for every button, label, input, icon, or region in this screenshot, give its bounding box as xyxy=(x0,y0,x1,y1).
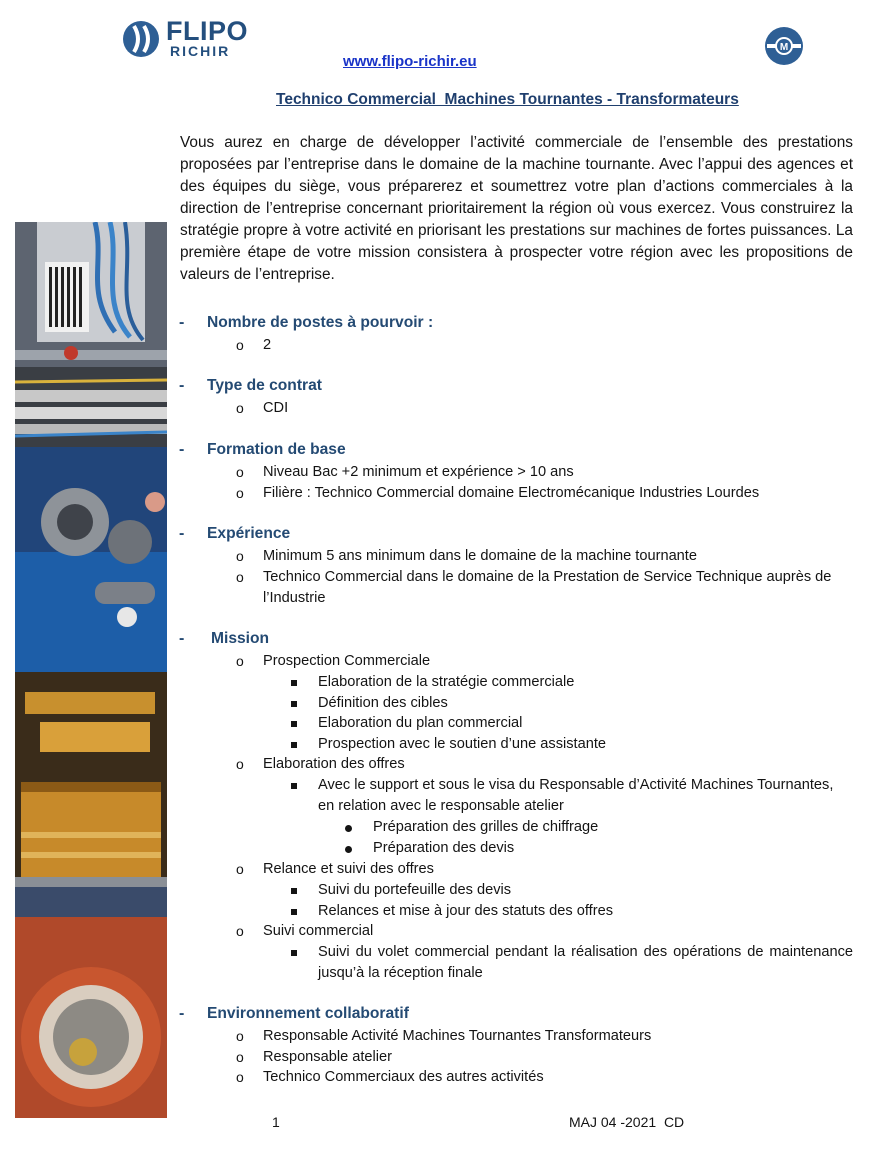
experience-item-continued: l’Industrie xyxy=(263,590,326,606)
section-dash: - xyxy=(179,377,185,394)
mission-sub-item: Relances et mise à jour des statuts des offres xyxy=(318,903,613,919)
section-dash: - xyxy=(179,441,185,458)
flipo-logo-icon xyxy=(122,20,160,58)
mission-sub-item: Elaboration de la stratégie commerciale xyxy=(318,674,575,690)
mission-suivi: Suivi commercial xyxy=(263,923,374,939)
circle-bullet: o xyxy=(236,400,244,416)
revision-note: MAJ 04 -2021 CD xyxy=(569,1114,685,1130)
photo-terminal-blocks xyxy=(15,367,167,447)
circle-bullet: o xyxy=(236,464,244,480)
square-bullet xyxy=(291,783,297,789)
mission-offres-support: Avec le support et sous le visa du Responsable d’Activité Machines Tournantes, xyxy=(318,777,834,793)
photo-stator-winding xyxy=(15,887,167,1118)
square-bullet xyxy=(291,721,297,727)
round-bullet xyxy=(345,846,352,853)
circle-bullet: o xyxy=(236,569,244,585)
mission-sub-item: Suivi du portefeuille des devis xyxy=(318,882,512,898)
square-bullet xyxy=(291,909,297,915)
circle-bullet: o xyxy=(236,337,244,353)
experience-item: Technico Commercial dans le domaine de la Prestation de Service Technique auprès de xyxy=(263,569,832,585)
circle-bullet: o xyxy=(236,1049,244,1065)
postes-value: 2 xyxy=(263,337,272,353)
mission-sub-item: Elaboration du plan commercial xyxy=(318,715,523,731)
formation-item: Niveau Bac +2 minimum et expérience > 10 ans xyxy=(263,464,574,480)
photo-blue-motor xyxy=(15,447,167,672)
square-bullet xyxy=(291,680,297,686)
mission-offres-detail: Préparation des grilles de chiffrage xyxy=(373,819,599,835)
photo-wiring-cabinet xyxy=(15,222,167,367)
contrat-value: CDI xyxy=(263,400,289,416)
heading-contrat: Type de contrat xyxy=(207,377,322,394)
heading-postes: Nombre de postes à pourvoir : xyxy=(207,314,434,331)
mission-offres-support-continued: en relation avec le responsable atelier xyxy=(318,798,564,814)
environnement-item: Responsable atelier xyxy=(263,1049,392,1065)
mission-relance: Relance et suivi des offres xyxy=(263,861,434,877)
mission-sub-item: Définition des cibles xyxy=(318,695,448,711)
photo-copper-coils xyxy=(15,672,167,887)
experience-item: Minimum 5 ans minimum dans le domaine de la machine tournante xyxy=(263,548,697,564)
square-bullet xyxy=(291,888,297,894)
mission-prospection: Prospection Commerciale xyxy=(263,653,431,669)
heading-environnement: Environnement collaboratif xyxy=(207,1005,409,1022)
section-dash: - xyxy=(179,314,185,331)
company-logo xyxy=(122,18,262,60)
circle-bullet: o xyxy=(236,861,244,877)
mission-sub-item: Prospection avec le soutien d’une assistante xyxy=(318,736,606,752)
circle-bullet: o xyxy=(236,1069,244,1085)
logo-text-richir: RICHIR xyxy=(170,43,231,59)
circle-bullet: o xyxy=(236,923,244,939)
photo-strip xyxy=(15,222,167,1118)
section-dash: - xyxy=(179,1005,185,1022)
mission-suivi-item: Suivi du volet commercial pendant la réalisation des opérations de maintenance jusqu’à la réception finale xyxy=(318,944,853,981)
round-bullet xyxy=(345,825,352,832)
heading-experience: Expérience xyxy=(207,525,291,542)
square-bullet xyxy=(291,742,297,748)
circle-bullet: o xyxy=(236,548,244,564)
heading-formation: Formation de base xyxy=(207,441,346,458)
badge-letter: M xyxy=(779,42,789,53)
square-bullet xyxy=(291,701,297,707)
circle-bullet: o xyxy=(236,1028,244,1044)
circle-bullet: o xyxy=(236,653,244,669)
mission-offres-detail: Préparation des devis xyxy=(373,840,515,856)
document-title: Technico Commercial Machines Tournantes - Transformateurs xyxy=(276,91,739,108)
circle-bullet: o xyxy=(236,485,244,501)
circle-bullet: o xyxy=(236,756,244,772)
intro-paragraph: Vous aurez en charge de développer l’activité commerciale de l’ensemble des prestations proposées par l’entreprise dans le domaine de la machine tournante. Avec l’appui des agences et des équipes du siège, vous préparerez et soumettrez votre plan d’actions commerciales à la direction de l’entreprise concernant prioritairement la région où vous exercez. Vous construirez la stratégie propre à votre activité en priorisant les prestations sur machines de fortes puissances. La première étape de votre mission consistera à prospecter votre région avec les propositions de valeurs de l’entreprise. xyxy=(180,134,853,283)
mission-offres: Elaboration des offres xyxy=(263,756,405,772)
formation-item: Filière : Technico Commercial domaine Electromécanique Industries Lourdes xyxy=(263,485,760,501)
website-link[interactable]: www.flipo-richir.eu xyxy=(343,53,477,70)
heading-mission: Mission xyxy=(211,630,270,647)
environnement-item: Responsable Activité Machines Tournantes Transformateurs xyxy=(263,1028,652,1044)
section-dash: - xyxy=(179,525,185,542)
environnement-item: Technico Commerciaux des autres activités xyxy=(263,1069,544,1085)
m-badge-icon xyxy=(764,26,804,66)
logo-text-flipo: FLIPO xyxy=(166,16,248,46)
square-bullet xyxy=(291,950,297,956)
section-dash: - xyxy=(179,630,185,647)
page-number: 1 xyxy=(272,1114,280,1130)
